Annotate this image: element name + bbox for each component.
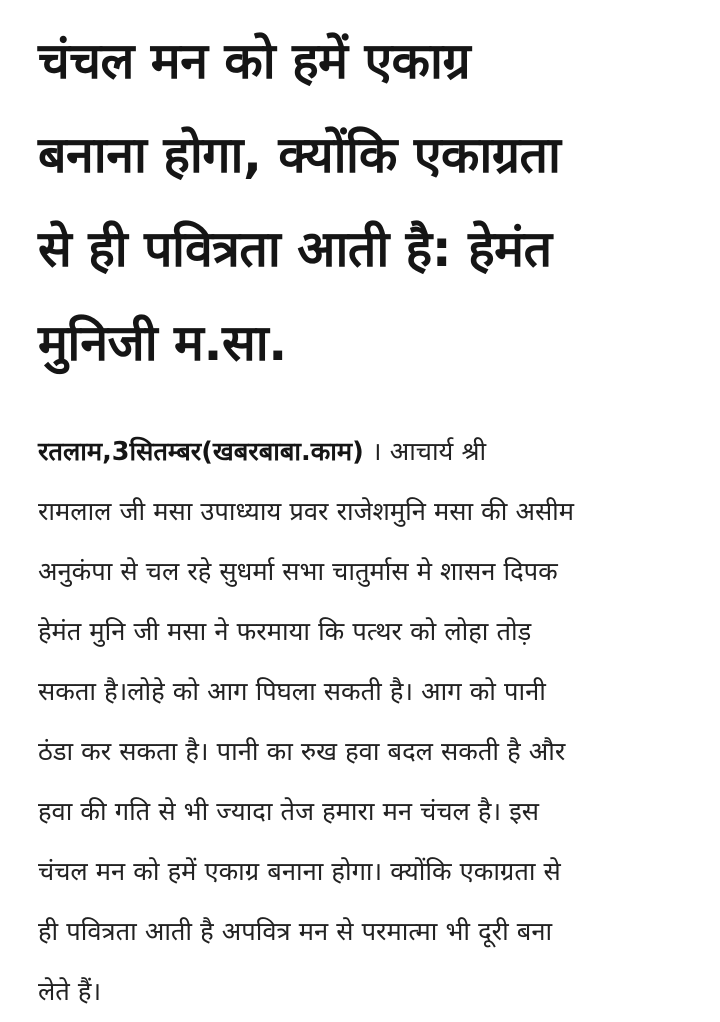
body-line: अनुकंपा से चल रहे सुधर्मा सभा चातुर्मास मे शासन दिपक (38, 557, 558, 587)
headline-line: चंचल मन को हमें एकाग्र (38, 32, 471, 90)
news-article (38, 14, 688, 1007)
article-body (38, 422, 688, 1022)
body-line: ठंडा कर सकता है। पानी का रुख हवा बदल सकती है और (38, 737, 566, 767)
article-headline (38, 14, 688, 390)
body-line: हवा की गति से भी ज्यादा तेज हमारा मन चंचल है। इस (38, 797, 539, 827)
headline-line: बनाना होगा, क्योंकि एकाग्रता (38, 126, 561, 184)
body-line: सकता है।लोहे को आग पिघला सकती है। आग को पानी (38, 677, 546, 707)
body-line: ही पवित्रता आती है अपवित्र मन से परमात्मा भी दूरी बना (38, 917, 553, 947)
body-line-first (38, 422, 688, 482)
article-dateline: रतलाम,3सितम्बर(खबरबाबा.काम) (38, 437, 364, 467)
headline-line: मुनिजी म.सा. (38, 314, 287, 372)
body-line: रामलाल जी मसा उपाध्याय प्रवर राजेशमुनि मसा की असीम (38, 497, 575, 527)
body-line: चंचल मन को हमें एकाग्र बनाना होगा। क्योंकि एकाग्रता से (38, 857, 561, 887)
body-line-text: । आचार्य श्री (363, 437, 487, 467)
headline-line: से ही पवित्रता आती है: हेमंत (38, 220, 552, 278)
body-line: हेमंत मुनि जी मसा ने फरमाया कि पत्थर को लोहा तोड़ (38, 617, 532, 647)
body-line: लेते हैं। (38, 977, 102, 1007)
